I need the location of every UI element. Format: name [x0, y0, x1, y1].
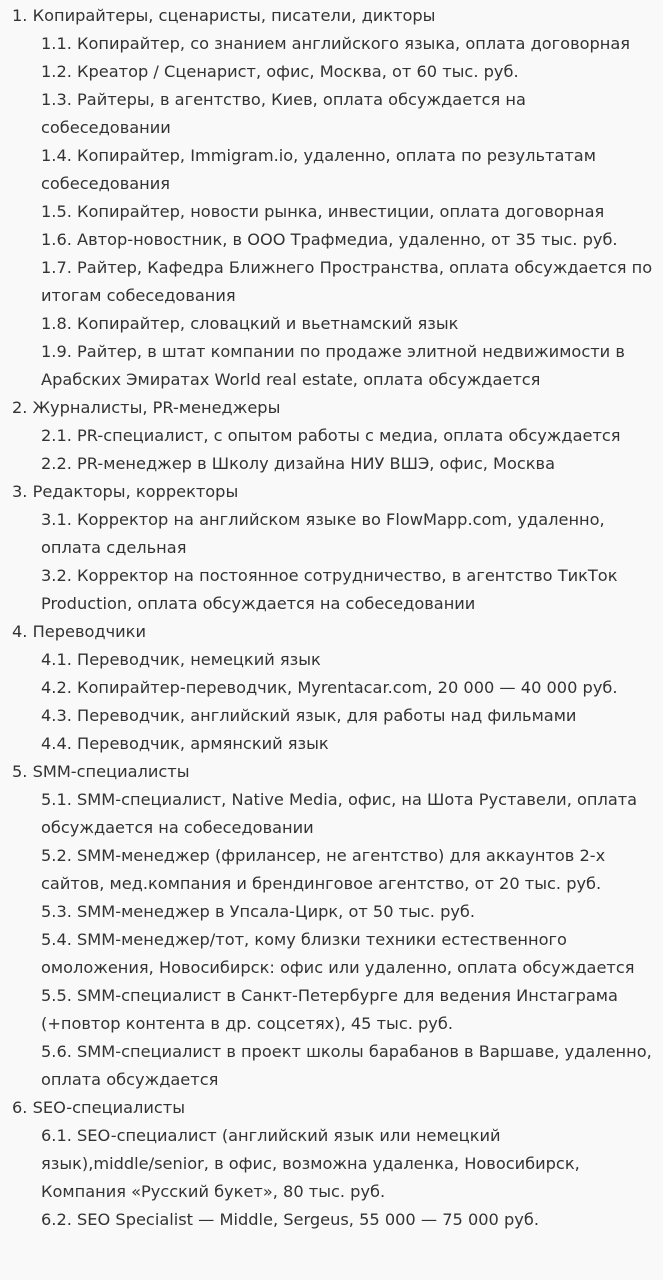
list-item: 4.3. Переводчик, английский язык, для работы над фильмами — [41, 706, 577, 725]
section-title: 1. Копирайтеры, сценаристы, писатели, дикторы — [12, 6, 436, 25]
section-title: 3. Редакторы, корректоры — [12, 482, 239, 501]
list-item: 5.5. SMM-специалист в Санкт-Петербурге для ведения Инстаграма (+повтор контента в др. соцсетях), 45 тыс. руб. — [41, 986, 618, 1033]
list-item: 5.3. SMM-менеджер в Упсала-Цирк, от 50 тыс. руб. — [41, 902, 476, 921]
section-translators — [0, 618, 663, 758]
list-item: 3.1. Корректор на английском языке во FlowMapp.com, удаленно, оплата сдельная — [41, 510, 605, 557]
section-editors — [0, 478, 663, 618]
list-item: 1.8. Копирайтер, словацкий и вьетнамский язык — [41, 314, 459, 333]
list-item: 1.2. Креатор / Сценарист, офис, Москва, от 60 тыс. руб. — [41, 62, 519, 81]
list-item: 3.2. Корректор на постоянное сотрудничество, в агентство ТикТок Production, оплата обсуждается на собеседовании — [41, 566, 618, 613]
list-item: 1.3. Райтеры, в агентство, Киев, оплата обсуждается на собеседовании — [41, 90, 526, 137]
list-item: 6.1. SEO-специалист (английский язык или немецкий язык),middle/senior, в офис, возможна удаленка, Новосибирск, Компания «Русский букет», 80 тыс. руб. — [41, 1126, 580, 1201]
section-journalists — [0, 394, 663, 478]
section-title: 2. Журналисты, PR-менеджеры — [12, 398, 281, 417]
section-title: 4. Переводчики — [12, 622, 146, 641]
list-item: 4.4. Переводчик, армянский язык — [41, 734, 329, 753]
section-title: 6. SEO-специалисты — [12, 1098, 186, 1117]
section-smm — [0, 758, 663, 1094]
list-item: 2.1. PR-специалист, с опытом работы с медиа, оплата обсуждается — [41, 426, 621, 445]
list-item: 1.6. Автор-новостник, в ООО Трафмедиа, удаленно, от 35 тыс. руб. — [41, 230, 618, 249]
section-copywriters — [0, 2, 663, 394]
section-title: 5. SMM-специалисты — [12, 762, 190, 781]
list-item: 5.1. SMM-специалист, Native Media, офис, на Шота Руставели, оплата обсуждается на собеседовании — [41, 790, 638, 837]
list-item: 6.2. SEO Specialist — Middle, Sergeus, 55 000 — 75 000 руб. — [41, 1210, 539, 1229]
list-item: 1.7. Райтер, Кафедра Ближнего Пространства, оплата обсуждается по итогам собеседования — [41, 258, 653, 305]
list-item: 4.1. Переводчик, немецкий язык — [41, 650, 321, 669]
list-item: 5.4. SMM-менеджер/тот, кому близки техники естественного омоложения, Новосибирск: офис или удаленно, оплата обсуждается — [41, 930, 635, 977]
list-item: 1.5. Копирайтер, новости рынка, инвестиции, оплата договорная — [41, 202, 605, 221]
list-item: 2.2. PR-менеджер в Школу дизайна НИУ ВШЭ, офис, Москва — [41, 454, 556, 473]
list-item: 1.9. Райтер, в штат компании по продаже элитной недвижимости в Арабских Эмиратах World real estate, оплата обсуждается — [41, 342, 625, 389]
list-item: 1.4. Копирайтер, Immigram.io, удаленно, оплата по результатам собеседования — [41, 146, 596, 193]
list-item: 1.1. Копирайтер, со знанием английского языка, оплата договорная — [41, 34, 631, 53]
list-item: 4.2. Копирайтер-переводчик, Myrentacar.com, 20 000 — 40 000 руб. — [41, 678, 618, 697]
list-item: 5.6. SMM-специалист в проект школы барабанов в Варшаве, удаленно, оплата обсуждается — [41, 1042, 652, 1089]
section-seo — [0, 1094, 663, 1234]
list-item: 5.2. SMM-менеджер (фрилансер, не агентство) для аккаунтов 2-х сайтов, мед.компания и брендинговое агентство, от 20 тыс. руб. — [41, 846, 606, 893]
